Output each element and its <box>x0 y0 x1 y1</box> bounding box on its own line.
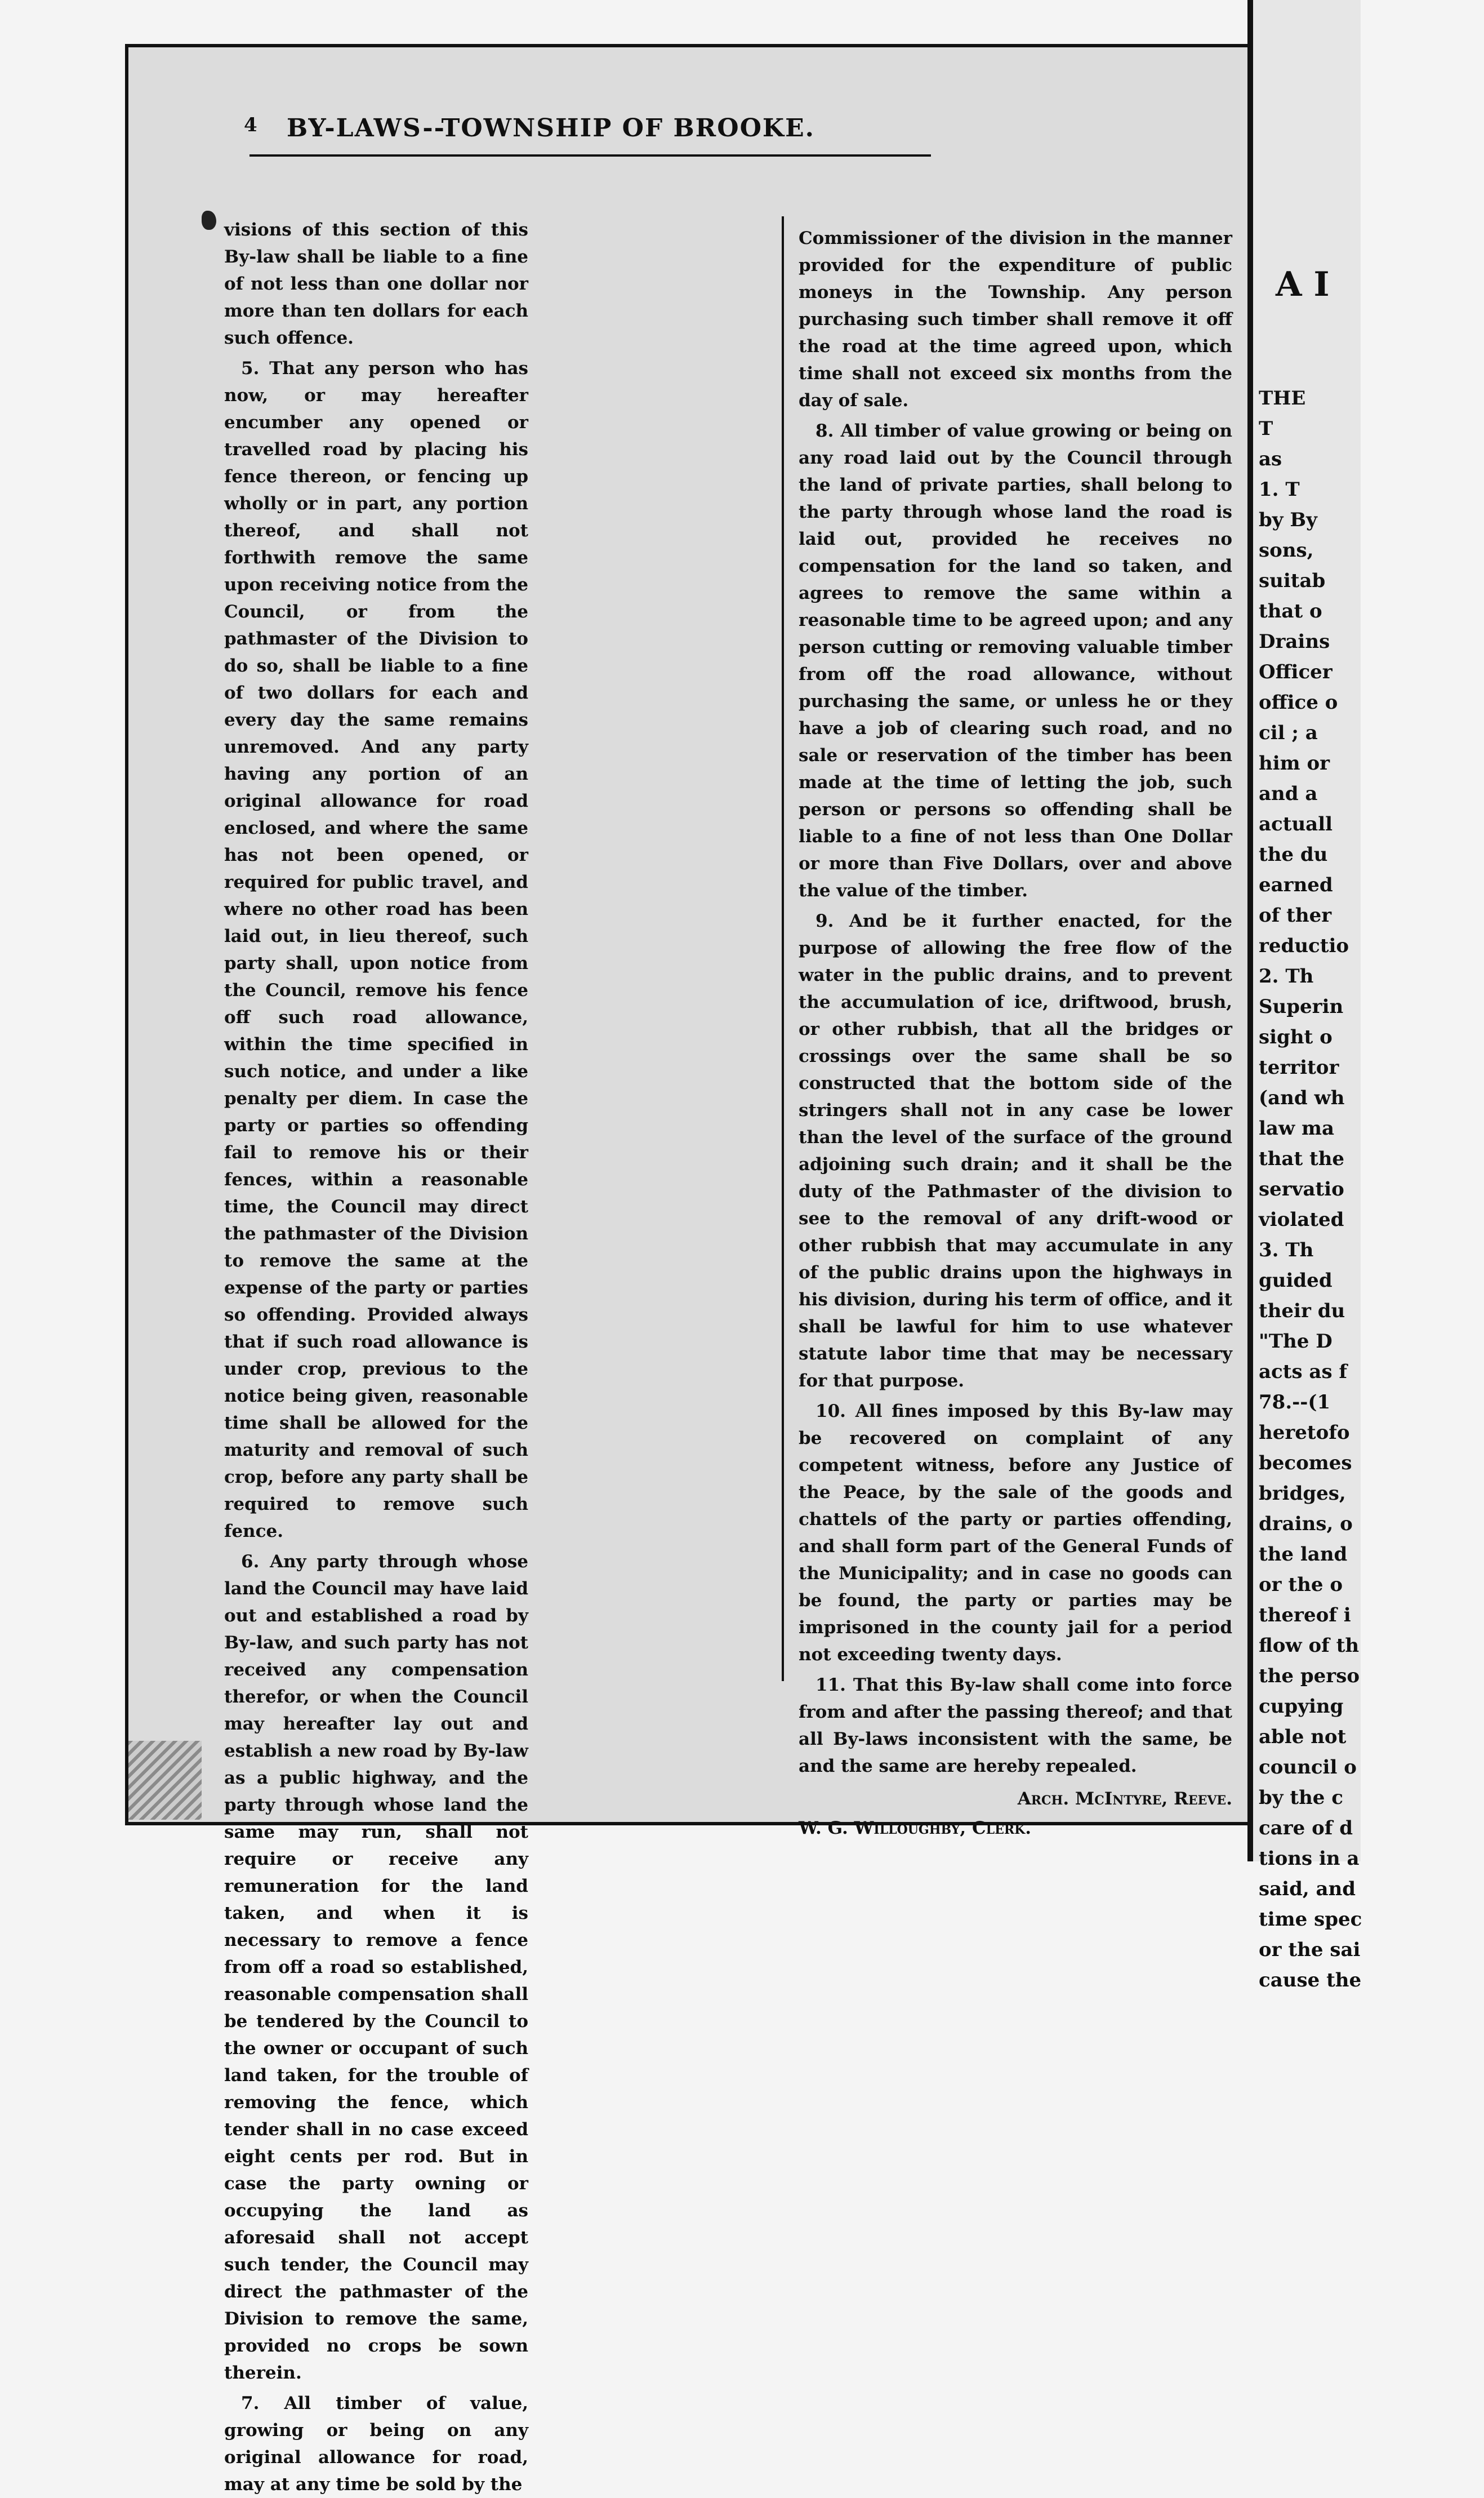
neighbour-line: law ma <box>1259 1117 1335 1140</box>
section-6: 6. Any party through whose land the Council may have laid out and established a road by By-law, and such party has not received any compensation therefor, or when the Council may hereafter lay out and establish a new road by By-law as a public highway, and the party through whose land the same may run, shall not require or receive any remuneration for the land taken, and when it is necessary to remove a fence from off a road so established, reasonable compensation shall be tendered by the Council to the owner or occupant of such land taken, for the trouble of removing the fence, which tender shall in no case exceed eight cents per rod. But in case the party owning or occupying the land as aforesaid shall not accept such tender, the Council may direct the pathmaster of the Division to remove the same, provided no crops be sown therein. <box>224 1552 528 2383</box>
neighbour-line: guided <box>1259 1269 1333 1292</box>
neighbour-line: council o <box>1259 1756 1357 1779</box>
neighbour-line: heretofo <box>1259 1421 1350 1444</box>
neighbour-line: 3. Th <box>1259 1239 1314 1261</box>
neighbour-line: 2. Th <box>1259 965 1314 988</box>
neighbour-line: flow of th <box>1259 1634 1360 1657</box>
paragraph-continued: visions of this section of this By-law shall be liable to a fine of not less than one dollar nor more than ten dollars for each such offence. <box>224 220 528 348</box>
neighbour-page-edge <box>1253 0 1362 1992</box>
neighbour-line: Superin <box>1259 995 1344 1018</box>
neighbour-line: said, and <box>1259 1878 1356 1900</box>
neighbour-line: by the c <box>1259 1786 1343 1809</box>
document-page <box>125 44 1254 2495</box>
binding-gutter <box>1247 0 1253 1861</box>
section-5: 5. That any person who has now, or may hereafter encumber any opened or travelled road by placing his fence thereon, or fencing up wholly or in part, any portion thereof, and shall not forthwith remove the same upon receiving notice from the Council, or from the pathmaster of the Division to do so, shall be liable to a fine of two dollars for each and every day the same remains unremoved. And any party having any portion of an original allowance for road enclosed, and where the same has not been opened, or required for public travel, and where no other road has been laid out, in lieu thereof, such party shall, upon notice from the Council, remove his fence off such road allowance, within the time specified in such notice, and under a like penalty per diem. In case the party or parties so offending fail to remove his or their fences, within a reasonable time, the Council may direct the pathmaster of the Division to remove the same at the expense of the party or parties so offending. Provided always that if such road allowance is under crop, previous to the notice being given, reasonable time shall be allowed for the maturity and removal of such crop, before any party shall be required to remove such fence. <box>224 358 528 1541</box>
neighbour-line: cause the <box>1259 1969 1362 1992</box>
neighbour-line: thereof i <box>1259 1604 1351 1626</box>
neighbour-line: servatio <box>1259 1178 1344 1201</box>
neighbour-line: office o <box>1259 691 1338 714</box>
neighbour-line: cil ; a <box>1259 722 1318 744</box>
running-head-title: BY-LAWS--TOWNSHIP OF BROOKE. <box>286 114 815 143</box>
neighbour-line: T <box>1259 417 1273 440</box>
neighbour-text-fragments <box>1259 383 1484 1995</box>
column-divider <box>782 216 784 1681</box>
neighbour-line: actuall <box>1259 813 1333 835</box>
neighbour-line: 1. T <box>1259 478 1300 501</box>
neighbour-line: time spec <box>1259 1908 1362 1931</box>
neighbour-line: and a <box>1259 783 1318 805</box>
section-7-continued: Commissioner of the division in the manner provided for the expenditure of public moneys in the Township. Any person purchasing such timber shall remove it off the road at the time agreed upon, which time shall not exceed six months from the day of sale. <box>799 228 1232 411</box>
page-number: 4 <box>244 114 257 136</box>
neighbour-line: the du <box>1259 843 1328 866</box>
neighbour-line: him or <box>1259 752 1330 775</box>
corner-smudge <box>128 1741 202 1820</box>
neighbour-line: Officer <box>1259 661 1333 683</box>
neighbour-line: that o <box>1259 600 1322 623</box>
neighbour-line: or the sai <box>1259 1939 1361 1961</box>
section-10: 10. All fines imposed by this By-law may be recovered on complaint of any competent witness, before any Justice of the Peace, by the sale of the goods and chattels of the party or parties offending, and shall form part of the General Funds of the Municipality; and in case no goods can be found, the party or parties may be imprisoned in the county jail for a period not exceeding twenty days. <box>799 1401 1232 1665</box>
reeve-signature: Arch. McIntyre, Reeve. <box>1017 1789 1232 1809</box>
neighbour-line: THE <box>1259 387 1306 410</box>
neighbour-line: (and wh <box>1259 1087 1345 1109</box>
neighbour-line: care of d <box>1259 1817 1353 1839</box>
neighbour-line: tions in a <box>1259 1847 1360 1870</box>
neighbour-line: sight o <box>1259 1026 1333 1048</box>
neighbour-line: that the <box>1259 1148 1345 1170</box>
neighbour-line: territor <box>1259 1056 1339 1079</box>
section-11: 11. That this By-law shall come into force from and after the passing thereof; and that all By-laws inconsistent with the same, be and the same are hereby repealed. <box>799 1675 1232 1776</box>
neighbour-line: or the o <box>1259 1574 1343 1596</box>
section-8: 8. All timber of value growing or being on any road laid out by the Council through the land of private parties, shall belong to the party through whose land the road is laid out, provided he receives no compensation for the land so taken, and agrees to remove the same within a reasonable time to be agreed upon; and any person cutting or removing valuable timber from off the road allowance, without purchasing the same, or unless he or they have a job of clearing such road, and no sale or reservation of the timber has been made at the time of letting the job, such person or persons so offending shall be liable to a fine of not less than One Dollar or more than Five Dollars, over and above the value of the timber. <box>799 421 1232 901</box>
neighbour-line: their du <box>1259 1300 1345 1322</box>
section-7: 7. All timber of value, growing or being on any original allowance for road, may at any time be sold by the <box>224 2393 528 2495</box>
neighbour-line: of ther <box>1259 904 1332 927</box>
neighbour-line: as <box>1259 448 1282 470</box>
header-rule <box>249 154 931 157</box>
neighbour-line: reductio <box>1259 935 1349 957</box>
neighbour-line: the perso <box>1259 1665 1360 1687</box>
neighbour-line: acts as f <box>1259 1361 1348 1383</box>
neighbour-line: sons, <box>1259 539 1314 562</box>
neighbour-line: Drains <box>1259 630 1330 653</box>
neighbour-line: bridges, <box>1259 1482 1346 1505</box>
neighbour-line: by By <box>1259 509 1317 531</box>
neighbour-line: violated <box>1259 1208 1344 1231</box>
clerk-signature: W. G. Willoughby, Clerk. <box>799 1818 1032 1838</box>
neighbour-line: earned <box>1259 874 1333 896</box>
left-column <box>224 216 528 2498</box>
right-column <box>799 225 1232 1842</box>
neighbour-line: cupying <box>1259 1695 1344 1718</box>
section-9: 9. And be it further enacted, for the purpose of allowing the free flow of the water in the public drains, and to prevent the accumulation of ice, driftwood, brush, or other rubbish, that all the bridges or crossings over the same shall be so constructed that the bottom side of the stringers shall not in any case be lower than the level of the surface of the ground adjoining such drain; and it shall be the duty of the Pathmaster of the division to see to the removal of any drift-wood or other rubbish that may accumulate in any of the public drains upon the highways in his division, during his term of office, and it shall be lawful for him to use whatever statute labor time that may be necessary for that purpose. <box>799 911 1232 1391</box>
neighbour-line: able not <box>1259 1726 1347 1748</box>
neighbour-line: becomes <box>1259 1452 1352 1474</box>
neighbour-heading: A I <box>1276 265 1330 304</box>
neighbour-line: the land <box>1259 1543 1348 1566</box>
neighbour-line: suitab <box>1259 570 1326 592</box>
neighbour-line: "The D <box>1259 1330 1333 1353</box>
neighbour-line: drains, o <box>1259 1513 1353 1535</box>
neighbour-line: 78.--(1 <box>1259 1391 1331 1414</box>
ink-blot-mark <box>202 211 216 230</box>
